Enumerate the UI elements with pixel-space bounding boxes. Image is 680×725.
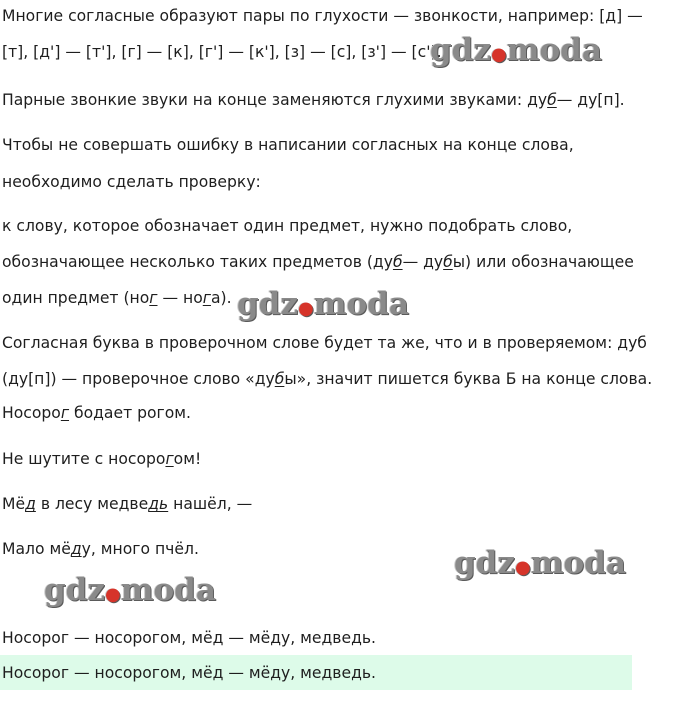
highlighted-letter: г <box>149 289 158 307</box>
paragraph-line: Носорог — носорогом, мёд — мёду, медведь. <box>2 629 376 647</box>
paragraph-line: необходимо сделать проверку: <box>2 173 261 191</box>
watermark-logo: gdz●moda <box>454 545 626 581</box>
highlighted-letter: б <box>547 91 557 109</box>
paragraph-line: Чтобы не совершать ошибку в написании согласных на конце слова, <box>2 136 574 154</box>
highlighted-letter: дь <box>148 495 169 513</box>
highlighted-letter: д <box>25 495 36 513</box>
paragraph-line: Согласная буква в проверочном слове будет та же, что и в проверяемом: дуб <box>2 334 647 352</box>
paragraph-line: [т], [д'] — [т'], [г] — [к], [г'] — [к'], [з] — [с], [з'] — [с']. <box>2 43 442 61</box>
highlighted-letter: б <box>443 253 453 271</box>
highlighted-letter: б <box>392 253 403 271</box>
paragraph-line: обозначающее несколько таких предметов (дуб— дубы) или обозначающее <box>2 253 634 271</box>
paragraph-line: Многие согласные образуют пары по глухости — звонкости, например: [д] — <box>2 7 643 25</box>
paragraph-line: (ду[п]) — проверочное слово «дубы», значит пишется буква Б на конце слова. <box>2 370 653 388</box>
paragraph-line: один предмет (ног — нога). <box>2 289 232 307</box>
watermark-logo: gdz●moda <box>430 32 602 68</box>
watermark-logo: gdz●moda <box>44 572 216 608</box>
highlighted-letter: г <box>165 450 174 468</box>
paragraph-line: Носорог бодает рогом. <box>2 404 192 422</box>
paragraph-line: Носорог — носорогом, мёд — мёду, медведь. <box>2 664 376 682</box>
highlighted-letter: д <box>70 540 82 558</box>
paragraph-line: Мало мёду, много пчёл. <box>2 540 199 558</box>
paragraph-line: Парные звонкие звуки на конце заменяются глухими звуками: дуб— ду[п]. <box>2 91 625 109</box>
highlighted-letter: г <box>202 289 211 307</box>
paragraph-line: Не шутите с носорогом! <box>2 450 202 468</box>
highlighted-letter: б <box>274 370 285 388</box>
paragraph-line: к слову, которое обозначает один предмет, нужно подобрать слово, <box>2 217 573 235</box>
highlighted-letter: г <box>60 404 70 422</box>
paragraph-line: Мёд в лесу медведь нашёл, — <box>2 495 253 513</box>
watermark-logo: gdz●moda <box>237 286 409 322</box>
